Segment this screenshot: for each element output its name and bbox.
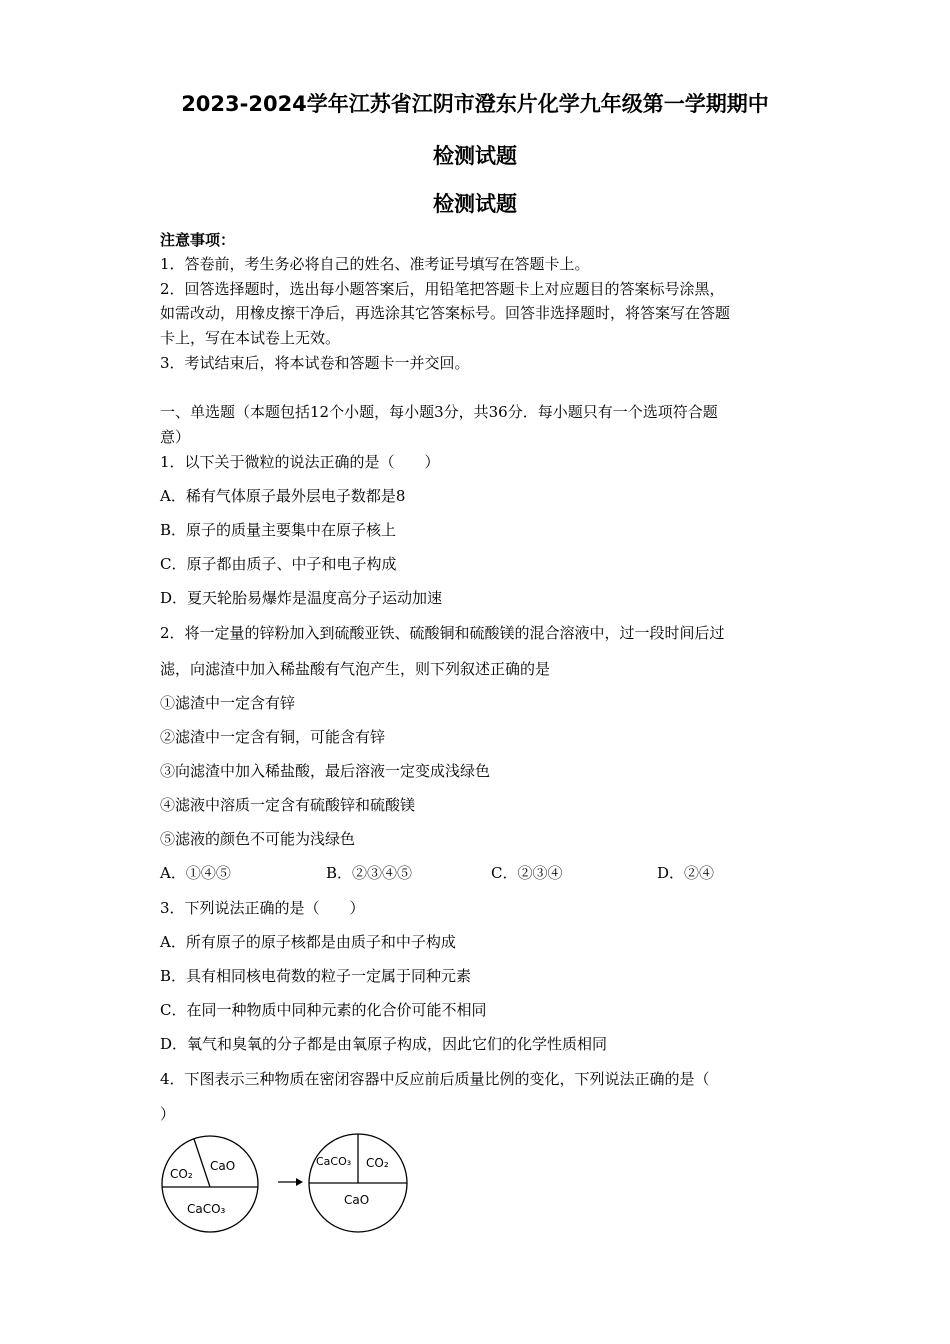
after-pie [309,1134,407,1232]
q2-statement: ④滤液中溶质一定含有硫酸锌和硫酸镁 [160,796,416,814]
q3-stem: 3．下列说法正确的是（ ） [160,899,365,917]
q2-option-a: A．①④⑤ [160,864,231,882]
q2-option-d: D．②④ [657,864,715,882]
before-label-co2: CO₂ [170,1167,193,1181]
q2-statement: ①滤渣中一定含有锌 [160,694,296,712]
notice-item: 卡上，写在本试卷上无效。 [160,329,341,347]
after-label-caco3: CaCO₃ [316,1155,352,1168]
q2-statement: ②滤渣中一定含有铜，可能含有锌 [160,728,386,746]
q2-option-c: C．②③④ [491,864,563,882]
q2-statement: ③向滤渣中加入稀盐酸，最后溶液一定变成浅绿色 [160,762,491,780]
notice-item: 3．考试结束后，将本试卷和答题卡一并交回。 [160,354,470,372]
section-heading-cont: 意） [160,428,191,446]
before-label-cao: CaO [210,1159,236,1173]
exam-title-line2: 检测试题 [433,144,517,168]
q2-option-b: B．②③④⑤ [326,864,413,882]
q2-stem: 2．将一定量的锌粉加入到硫酸亚铁、硫酸铜和硫酸镁的混合溶液中，过一段时间后过 [160,624,725,642]
q4-stem: 4．下图表示三种物质在密闭容器中反应前后质量比例的变化，下列说法正确的是（ [160,1070,710,1088]
notice-item: 1．答卷前，考生务必将自己的姓名、准考证号填写在答题卡上。 [160,255,590,273]
q3-option-a: A．所有原子的原子核都是由质子和中子构成 [160,933,456,951]
q3-option-d: D．氧气和臭氧的分子都是由氧原子构成，因此它们的化学性质相同 [160,1035,608,1053]
notice-heading: 注意事项： [160,231,236,249]
q1-stem: 1．以下关于微粒的说法正确的是（ ） [160,453,440,471]
q3-option-b: B．具有相同核电荷数的粒子一定属于同种元素 [160,967,472,985]
q3-option-c: C．在同一种物质中同种元素的化合价可能不相同 [160,1001,487,1019]
exam-title-line1: 2023-2024学年江苏省江阴市澄东片化学九年级第一学期期中 [181,92,769,116]
reaction-arrow [278,1178,303,1186]
section-heading: 一、单选题（本题包括12个小题，每小题3分，共36分．每小题只有一个选项符合题 [160,403,718,421]
q4-reaction-diagram [150,1125,420,1240]
q1-option-d: D．夏天轮胎易爆炸是温度高分子运动加速 [160,589,443,607]
q1-option-b: B．原子的质量主要集中在原子核上 [160,521,397,539]
q4-stem-cont: ） [160,1105,176,1123]
q1-option-a: A．稀有气体原子最外层电子数都是8 [160,487,406,505]
notice-item: 2．回答选择题时，选出每小题答案后，用铅笔把答题卡上对应题目的答案标号涂黑， [160,280,725,298]
notice-item: 如需改动，用橡皮擦干净后，再选涂其它答案标号。回答非选择题时，将答案写在答题 [160,304,731,322]
q2-statement: ⑤滤液的颜色不可能为浅绿色 [160,830,356,848]
before-pie [162,1136,258,1232]
q2-stem-cont: 滤，向滤渣中加入稀盐酸有气泡产生，则下列叙述正确的是 [160,660,551,678]
q1-option-c: C．原子都由质子、中子和电子构成 [160,555,397,573]
before-label-caco3: CaCO₃ [187,1202,226,1216]
exam-subtitle: 检测试题 [433,192,517,216]
after-label-co2: CO₂ [366,1156,389,1170]
after-label-cao: CaO [344,1193,370,1207]
